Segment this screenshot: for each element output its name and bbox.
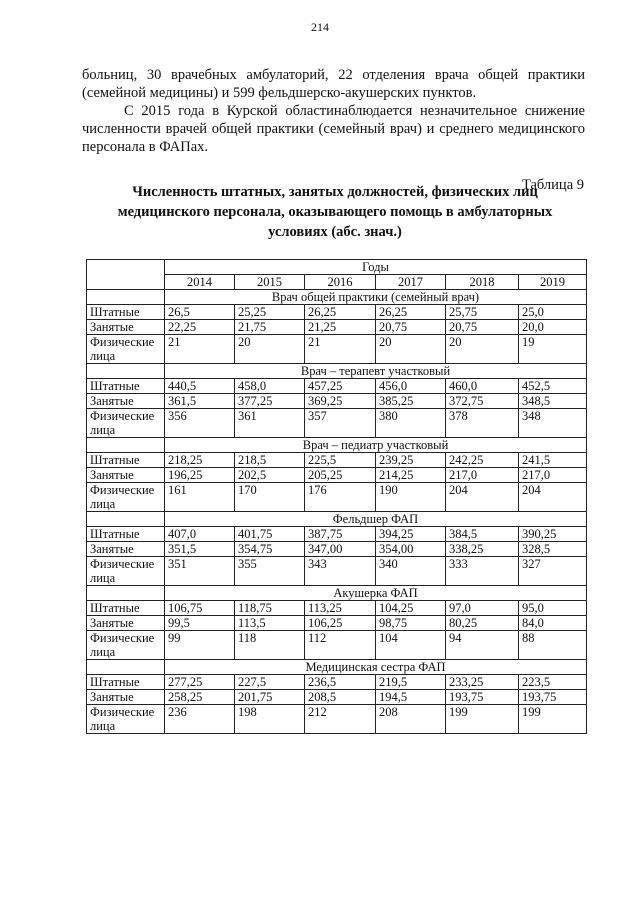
value-cell: 340 (376, 557, 446, 586)
value-cell: 205,25 (305, 468, 376, 483)
row-label: Физические лица (87, 705, 165, 734)
year-cell: 2019 (519, 275, 587, 290)
section-title-row (87, 660, 587, 675)
row-label: Штатные (87, 675, 165, 690)
value-cell: 214,25 (376, 468, 446, 483)
paragraph: С 2015 года в Курской областинаблюдается незначительное снижение численности врачей общей практики (семейный врач) и среднего медицинского персонала в ФАПах. (82, 103, 585, 155)
value-cell: 104 (376, 631, 446, 660)
value-cell: 338,25 (446, 542, 519, 557)
section-empty-cell (87, 586, 165, 601)
table-row (87, 409, 587, 438)
row-label: Штатные (87, 379, 165, 394)
value-cell: 199 (446, 705, 519, 734)
value-cell: 369,25 (305, 394, 376, 409)
value-cell: 198 (235, 705, 305, 734)
value-cell: 384,5 (446, 527, 519, 542)
row-label: Физические лица (87, 631, 165, 660)
value-cell: 26,25 (305, 305, 376, 320)
value-cell: 20 (446, 335, 519, 364)
value-cell: 372,75 (446, 394, 519, 409)
value-cell: 118 (235, 631, 305, 660)
value-cell: 390,25 (519, 527, 587, 542)
value-cell: 343 (305, 557, 376, 586)
value-cell: 95,0 (519, 601, 587, 616)
value-cell: 361,5 (165, 394, 235, 409)
row-label: Штатные (87, 305, 165, 320)
value-cell: 351,5 (165, 542, 235, 557)
value-cell: 394,25 (376, 527, 446, 542)
corner-cell (87, 260, 165, 290)
value-cell: 97,0 (446, 601, 519, 616)
section-title: Врач общей практики (семейный врач) (165, 290, 587, 305)
section-title: Врач – терапевт участковый (165, 364, 587, 379)
section-empty-cell (87, 660, 165, 675)
section-title-row (87, 290, 587, 305)
staff-table-container (86, 259, 586, 734)
section-title: Акушерка ФАП (165, 586, 587, 601)
value-cell: 112 (305, 631, 376, 660)
value-cell: 204 (446, 483, 519, 512)
year-cell: 2016 (305, 275, 376, 290)
value-cell: 347,00 (305, 542, 376, 557)
value-cell: 458,0 (235, 379, 305, 394)
table-title: Численность штатных, занятых должностей, физических лиц медицинского персонала, оказывающего помощь в амбулаторных условиях (абс. знач.) (117, 184, 553, 240)
value-cell: 84,0 (519, 616, 587, 631)
value-cell: 20 (376, 335, 446, 364)
value-cell: 20 (235, 335, 305, 364)
value-cell: 22,25 (165, 320, 235, 335)
value-cell: 193,75 (519, 690, 587, 705)
value-cell: 113,25 (305, 601, 376, 616)
value-cell: 88 (519, 631, 587, 660)
row-label: Занятые (87, 616, 165, 631)
value-cell: 106,25 (305, 616, 376, 631)
value-cell: 201,75 (235, 690, 305, 705)
table-row (87, 335, 587, 364)
value-cell: 176 (305, 483, 376, 512)
years-header: Годы (165, 260, 587, 275)
table-row (87, 616, 587, 631)
value-cell: 217,0 (519, 468, 587, 483)
section-title-row (87, 438, 587, 453)
value-cell: 380 (376, 409, 446, 438)
value-cell: 25,25 (235, 305, 305, 320)
row-label: Занятые (87, 468, 165, 483)
value-cell: 25,0 (519, 305, 587, 320)
value-cell: 236 (165, 705, 235, 734)
value-cell: 457,25 (305, 379, 376, 394)
value-cell: 199 (519, 705, 587, 734)
value-cell: 407,0 (165, 527, 235, 542)
row-label: Занятые (87, 542, 165, 557)
section-empty-cell (87, 438, 165, 453)
value-cell: 239,25 (376, 453, 446, 468)
value-cell: 26,5 (165, 305, 235, 320)
value-cell: 99 (165, 631, 235, 660)
value-cell: 356 (165, 409, 235, 438)
table-row (87, 379, 587, 394)
value-cell: 25,75 (446, 305, 519, 320)
year-cell: 2014 (165, 275, 235, 290)
value-cell: 227,5 (235, 675, 305, 690)
row-label: Штатные (87, 527, 165, 542)
value-cell: 20,0 (519, 320, 587, 335)
value-cell: 218,5 (235, 453, 305, 468)
value-cell: 401,75 (235, 527, 305, 542)
value-cell: 204 (519, 483, 587, 512)
value-cell: 357 (305, 409, 376, 438)
value-cell: 80,25 (446, 616, 519, 631)
page-number: 214 (311, 20, 329, 34)
table-row (87, 601, 587, 616)
value-cell: 104,25 (376, 601, 446, 616)
row-label: Занятые (87, 690, 165, 705)
value-cell: 218,25 (165, 453, 235, 468)
value-cell: 20,75 (446, 320, 519, 335)
value-cell: 385,25 (376, 394, 446, 409)
table-body (87, 290, 587, 734)
section-empty-cell (87, 290, 165, 305)
table-row (87, 453, 587, 468)
value-cell: 170 (235, 483, 305, 512)
value-cell: 452,5 (519, 379, 587, 394)
value-cell: 241,5 (519, 453, 587, 468)
value-cell: 212 (305, 705, 376, 734)
value-cell: 225,5 (305, 453, 376, 468)
table-header-row (87, 260, 587, 275)
value-cell: 20,75 (376, 320, 446, 335)
value-cell: 99,5 (165, 616, 235, 631)
paragraph: больниц, 30 врачебных амбулаторий, 22 отделения врача общей практики (семейной медицины) и 599 фельдшерско-акушерских пунктов. (82, 67, 585, 101)
value-cell: 208,5 (305, 690, 376, 705)
value-cell: 351 (165, 557, 235, 586)
value-cell: 277,25 (165, 675, 235, 690)
section-title: Фельдшер ФАП (165, 512, 587, 527)
table-row (87, 705, 587, 734)
table-row (87, 305, 587, 320)
value-cell: 26,25 (376, 305, 446, 320)
value-cell: 208 (376, 705, 446, 734)
value-cell: 161 (165, 483, 235, 512)
value-cell: 194,5 (376, 690, 446, 705)
body-text (82, 66, 585, 156)
table-row (87, 468, 587, 483)
value-cell: 242,25 (446, 453, 519, 468)
value-cell: 219,5 (376, 675, 446, 690)
row-label: Занятые (87, 320, 165, 335)
value-cell: 217,0 (446, 468, 519, 483)
section-title: Медицинская сестра ФАП (165, 660, 587, 675)
value-cell: 106,75 (165, 601, 235, 616)
value-cell: 236,5 (305, 675, 376, 690)
value-cell: 460,0 (446, 379, 519, 394)
section-title-row (87, 512, 587, 527)
value-cell: 354,00 (376, 542, 446, 557)
row-label: Физические лица (87, 335, 165, 364)
table-row (87, 527, 587, 542)
row-label: Физические лица (87, 557, 165, 586)
row-label: Штатные (87, 453, 165, 468)
row-label: Физические лица (87, 483, 165, 512)
value-cell: 21 (165, 335, 235, 364)
value-cell: 233,25 (446, 675, 519, 690)
section-title-row (87, 364, 587, 379)
value-cell: 193,75 (446, 690, 519, 705)
table-row (87, 557, 587, 586)
value-cell: 21,25 (305, 320, 376, 335)
table-row (87, 542, 587, 557)
value-cell: 354,75 (235, 542, 305, 557)
value-cell: 361 (235, 409, 305, 438)
value-cell: 202,5 (235, 468, 305, 483)
value-cell: 387,75 (305, 527, 376, 542)
table-row (87, 483, 587, 512)
row-label: Штатные (87, 601, 165, 616)
value-cell: 456,0 (376, 379, 446, 394)
table-row (87, 690, 587, 705)
value-cell: 113,5 (235, 616, 305, 631)
table-row (87, 631, 587, 660)
value-cell: 190 (376, 483, 446, 512)
value-cell: 378 (446, 409, 519, 438)
value-cell: 377,25 (235, 394, 305, 409)
table-label: Таблица 9 (521, 177, 584, 193)
section-title: Врач – педиатр участковый (165, 438, 587, 453)
value-cell: 328,5 (519, 542, 587, 557)
value-cell: 440,5 (165, 379, 235, 394)
section-empty-cell (87, 512, 165, 527)
year-cell: 2017 (376, 275, 446, 290)
value-cell: 21,75 (235, 320, 305, 335)
value-cell: 223,5 (519, 675, 587, 690)
table-row (87, 675, 587, 690)
value-cell: 333 (446, 557, 519, 586)
value-cell: 348,5 (519, 394, 587, 409)
value-cell: 258,25 (165, 690, 235, 705)
value-cell: 21 (305, 335, 376, 364)
section-empty-cell (87, 364, 165, 379)
value-cell: 98,75 (376, 616, 446, 631)
value-cell: 118,75 (235, 601, 305, 616)
row-label: Занятые (87, 394, 165, 409)
row-label: Физические лица (87, 409, 165, 438)
table-row (87, 394, 587, 409)
value-cell: 94 (446, 631, 519, 660)
value-cell: 355 (235, 557, 305, 586)
year-cell: 2015 (235, 275, 305, 290)
section-title-row (87, 586, 587, 601)
value-cell: 196,25 (165, 468, 235, 483)
year-cell: 2018 (446, 275, 519, 290)
value-cell: 19 (519, 335, 587, 364)
value-cell: 348 (519, 409, 587, 438)
table-row (87, 320, 587, 335)
staff-table (86, 259, 587, 734)
value-cell: 327 (519, 557, 587, 586)
